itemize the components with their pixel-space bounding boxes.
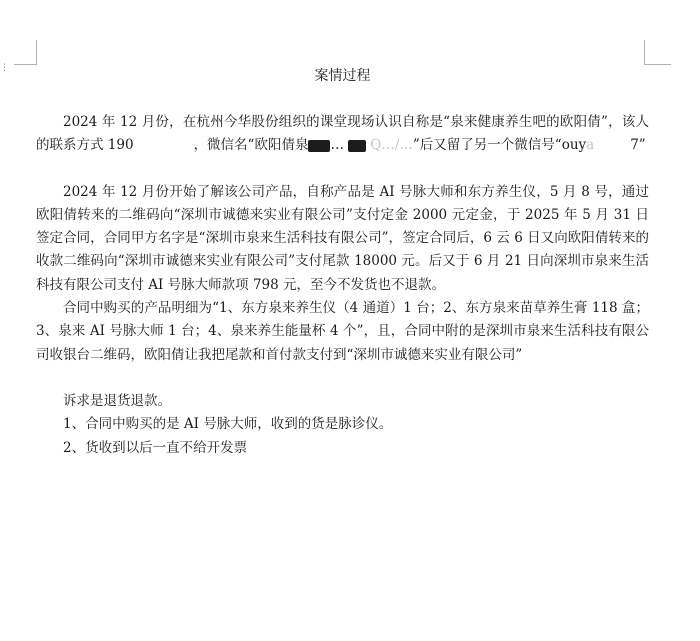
redaction-block bbox=[308, 140, 330, 152]
claim-item-1: 1、合同中购买的是 AI 号脉大师，收到的货是脉诊仪。 bbox=[63, 416, 393, 433]
paragraph-1-text-b: ，微信名“欧阳倩泉 bbox=[193, 137, 309, 154]
redaction-block bbox=[348, 140, 366, 152]
paragraph-gap bbox=[36, 367, 649, 390]
paragraph-2: 2024 年 12 月份开始了解该公司产品，自称产品是 AI 号脉大师和东方养生仪，5 月 8 号，通过欧阳倩转来的二维码向“深圳市诚德来实业有限公司”支付定金 2000 元定金，于 2025 年 5 月 31 日签定合同，合同甲方名字是“深圳市泉来生活科技有限公司”，签定合同后，6 云 6 日又向欧阳倩转来的收款二维码向“深圳市诚德来实业有限公司”支付尾款 18000 元。后又于 6 月 21 日向深圳市泉来生活科技有限公司支付 AI 号脉大师款项 798 元，至今不发货也不退款。 bbox=[36, 183, 649, 293]
paragraph-1 bbox=[36, 111, 649, 158]
paragraph-1-text-a: 2024 年 12 月份，在杭州今华股份组织的课堂现场认识自称是“泉来健康养生吧的欧阳倩”，该人的联系方式 190 bbox=[36, 114, 649, 154]
document-title: 案情过程 bbox=[314, 68, 371, 84]
claim-line: 诉求是退货退款。 bbox=[63, 392, 171, 409]
paragraph-1-faded-char: a bbox=[586, 137, 595, 154]
paragraph-1-faded-text: Q…/… bbox=[370, 137, 413, 154]
paragraph-1-text-f: 7” bbox=[630, 137, 646, 154]
document-body bbox=[36, 64, 649, 460]
paragraph-3: 合同中购买的产品明细为“1、东方泉来养生仪（4 通道）1 台；2、东方泉来苗草养生膏 118 盒；3、泉来 AI 号脉大师 1 台；4、泉来养生能量杯 4 个”，且，合同中附的是深圳市泉来生活科技有限公司收银台二维码，欧阳倩让我把尾款和首付款支付到“深圳市诚德来实业有限公司” bbox=[36, 300, 649, 363]
crop-mark-top-left bbox=[14, 40, 37, 65]
paragraph-1-text-d: ”后又留了另一个微信号“ouy bbox=[412, 137, 587, 154]
drag-handle-icon[interactable]: ⋮ bbox=[0, 63, 9, 73]
paragraph-1-text-c: … bbox=[330, 137, 344, 154]
crop-mark-top-right bbox=[644, 40, 671, 65]
paragraph-gap bbox=[36, 158, 649, 181]
claim-item-2: 2、货收到以后一直不给开发票 bbox=[63, 439, 248, 456]
